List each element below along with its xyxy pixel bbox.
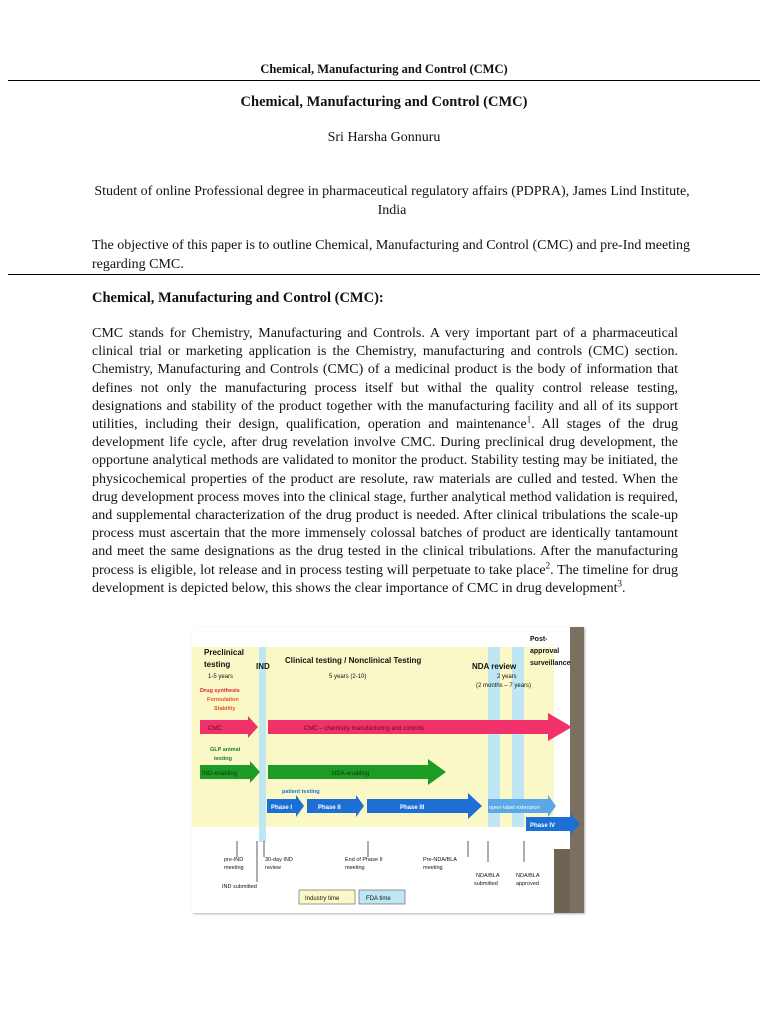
citation-1: 1 [526, 414, 532, 425]
phase-4-label: Phase IV [530, 823, 556, 829]
preclinical-years: 1-5 years [208, 674, 234, 680]
milestone-nda-approved-2: approved [516, 881, 539, 887]
nda-years-2: (2 months – 7 years) [476, 683, 532, 689]
nda-enabling-label: NDA-enabling [332, 771, 370, 777]
nda-years-1: 2 years [497, 674, 517, 680]
post-approval-2: approval [530, 648, 560, 655]
milestone-nda-submitted-2: submitted [474, 881, 498, 887]
milestone-30day-2: review [265, 865, 281, 871]
body-paragraph [92, 325, 678, 598]
cmc-long-label: CMC – chemistry manufacturing and controls [304, 726, 425, 732]
header-rule [8, 80, 760, 81]
milestone-nda-submitted-1: NDA/BLA [476, 873, 500, 879]
clinical-years: 5 years (2-10) [329, 674, 367, 680]
milestone-pre-nda-1: Pre-NDA/BLA [423, 857, 457, 863]
paper-title: Chemical, Manufacturing and Control (CMC) [240, 94, 528, 110]
drug-synthesis-label-1: Drug synthesis [200, 688, 240, 694]
cmc-short-label: CMC [208, 726, 222, 732]
ind-enabling-label: IND-enabling [202, 771, 238, 777]
post-approval-3: surveillance [530, 660, 571, 667]
drug-synthesis-label-2: Formulation [207, 697, 239, 703]
clinical-title: Clinical testing / Nonclinical Testing [285, 656, 422, 665]
author-affiliation: Student of online Professional degree in pharmaceutical regulatory affairs (PDPRA), James Lind Institute, India [94, 184, 690, 218]
para-text-3: . The timeline for drug development is depicted below, this shows the clear importance of CMC in drug development [92, 562, 678, 596]
section-heading: Chemical, Manufacturing and Control (CMC): [92, 290, 384, 306]
paper-author: Sri Harsha Gonnuru [327, 130, 441, 145]
drug-development-timeline-figure [192, 627, 584, 913]
milestone-eop2-2: meeting [345, 865, 365, 871]
post-approval-band-lower [554, 849, 570, 913]
timeline-svg [192, 627, 584, 913]
section-divider [8, 274, 760, 275]
phase-1-label: Phase I [271, 805, 293, 811]
para-text-1: CMC stands for Chemistry, Manufacturing and Controls. A very important part of a pharmaceutical clinical trial or marketing application is the Chemistry, manufacturing and controls (CMC) section. Chemistry, Manufacturing and Controls (CMC) of a medicinal product is the body of information that defines not only the manufacturing process itself but withal the quality control release testing, designations and stability of the product together with the manufacturing facility and all of its support utilities, including their design, qualification, operation and maintenance [92, 326, 678, 433]
post-approval-1: Post- [530, 636, 548, 643]
glp-label-1: GLP animal [210, 747, 241, 753]
drug-synthesis-label-3: Stability [214, 706, 236, 712]
running-header: Chemical, Manufacturing and Control (CMC) [260, 62, 508, 76]
preclinical-title-1: Preclinical [204, 648, 245, 657]
citation-3: 3 [617, 578, 623, 589]
milestone-pre-ind-1: pre-IND [224, 857, 244, 863]
citation-2: 2 [545, 559, 551, 570]
phase-2-label: Phase II [318, 805, 341, 811]
milestone-eop2-1: End of Phase II [345, 857, 383, 863]
para-text-2: . All stages of the drug development life cycle, after drug revelation involve CMC. During preclinical drug development, the opportune analytical methods are validated to monitor the product. Stability testing may be initiated, the physicochemical properties of the product are resolute, raw materials are culled and tested. When the drug development process moves into the clinical stage, further analytical method validation is required, and supplemental characterization of the drug product is needed. After clinical tribulations the scale-up process must ascertain that the more immensely colossal batches of product are identically tantamount and meet the same designations as the drug tested in the clinical tribulations. After the manufacturing process is eligible, lot release and in process testing will perpetuate to take place [92, 417, 678, 578]
glp-label-2: testing [214, 756, 233, 762]
ind-fda-band [259, 647, 266, 842]
legend-fda-label: FDA time [366, 896, 391, 902]
milestone-pre-nda-2: meeting [423, 865, 443, 871]
phase-3-label: Phase III [400, 805, 425, 811]
legend-industry-label: Industry time [305, 896, 340, 902]
patient-testing-label: patient testing [282, 789, 320, 795]
open-label-extension-label: open-label extension [489, 805, 540, 811]
paper-objective: The objective of this paper is to outline Chemical, Manufacturing and Control (CMC) and pre-Ind meeting regarding CMC. [92, 238, 690, 272]
post-approval-band [570, 627, 584, 913]
para-text-4: . [622, 580, 626, 596]
milestone-nda-approved-1: NDA/BLA [516, 873, 540, 879]
milestone-pre-ind-2: meeting [224, 865, 244, 871]
preclinical-title-2: testing [204, 660, 231, 669]
nda-title: NDA review [472, 662, 517, 671]
milestone-30day-1: 30-day IND [265, 857, 293, 863]
ind-label: IND [256, 662, 270, 671]
milestone-ind-submitted: IND submitted [222, 884, 257, 890]
